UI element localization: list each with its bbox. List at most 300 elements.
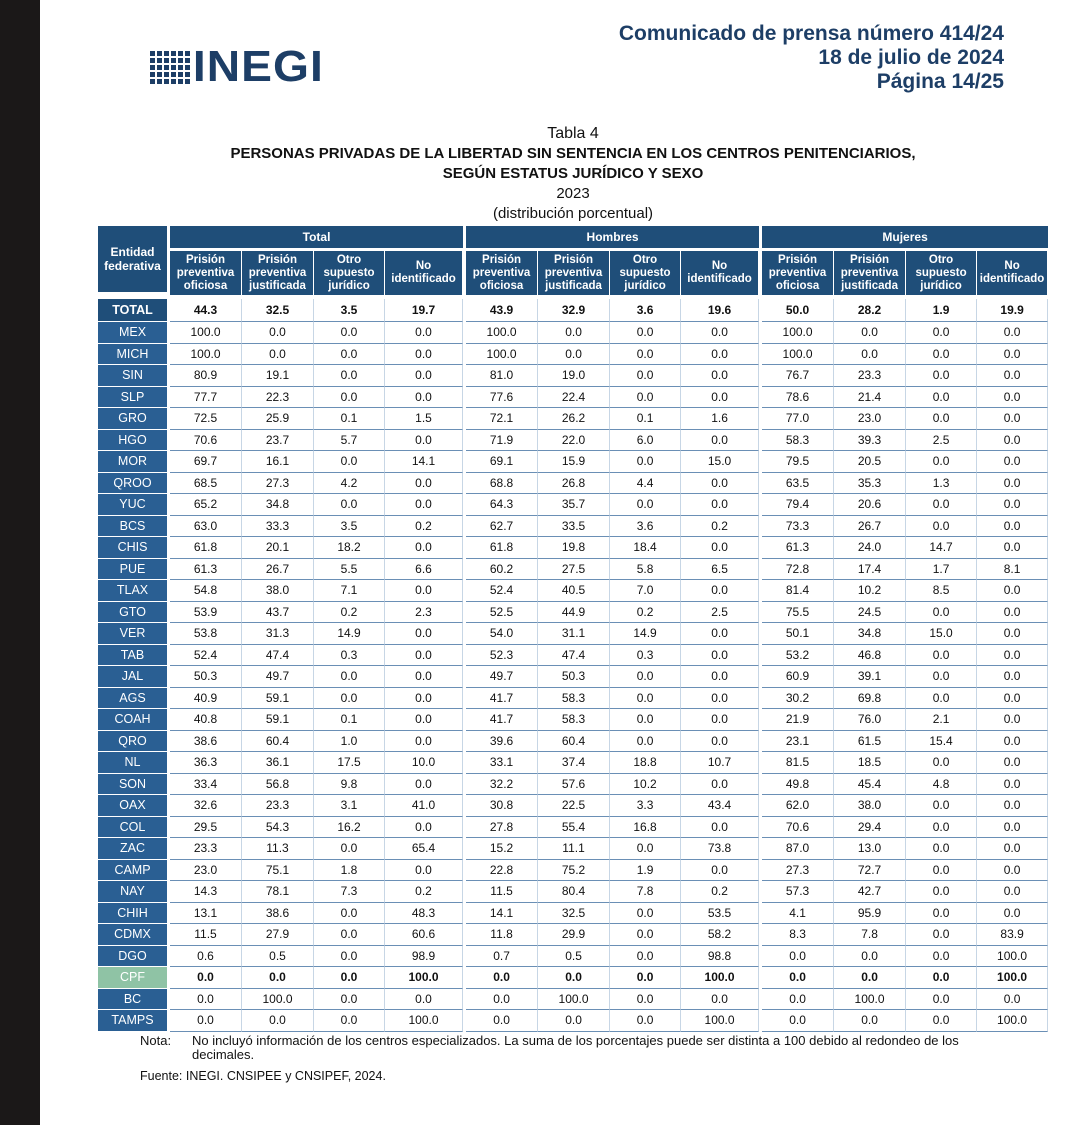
table-title-line2: SEGÚN ESTATUS JURÍDICO Y SEXO (442, 165, 704, 182)
table-cell: 56.8 (242, 774, 314, 796)
table-cell: 15.2 (466, 838, 538, 860)
table-cell: 0.0 (610, 322, 681, 344)
table-cell: 77.7 (170, 387, 242, 409)
entity-label: MEX (98, 322, 170, 344)
table-cell: 0.0 (314, 387, 385, 409)
table-row (98, 451, 1048, 473)
table-cell: 0.0 (314, 924, 385, 946)
table-cell: 0.0 (385, 860, 463, 882)
table-cell: 100.0 (762, 322, 834, 344)
table-title-line1: PERSONAS PRIVADAS DE LA LIBERTAD SIN SENTENCIA EN LOS CENTROS PENITENCIARIOS, (230, 145, 916, 162)
table-cell: 0.0 (466, 1010, 538, 1032)
table-cell: 4.8 (906, 774, 977, 796)
table-cell: 48.3 (385, 903, 463, 925)
table-cell: 0.0 (314, 989, 385, 1011)
table-cell: 30.2 (762, 688, 834, 710)
table-cell: 47.4 (538, 645, 610, 667)
table-cell: 0.0 (906, 666, 977, 688)
data-table (98, 226, 1048, 1032)
entity-label: BCS (98, 516, 170, 538)
table-row (98, 731, 1048, 753)
table-cell: 0.1 (610, 408, 681, 430)
table-cell: 0.0 (314, 666, 385, 688)
table-row (98, 967, 1048, 989)
table-row (98, 774, 1048, 796)
table-cell: 71.9 (466, 430, 538, 452)
table-cell: 0.0 (385, 731, 463, 753)
table-cell: 0.0 (977, 387, 1048, 409)
table-cell: 0.0 (977, 344, 1048, 366)
table-cell: 98.8 (681, 946, 759, 968)
inegi-logo-mark-icon (150, 51, 190, 84)
table-cell: 29.4 (834, 817, 906, 839)
table-cell: 83.9 (977, 924, 1048, 946)
table-cell: 0.0 (681, 473, 759, 495)
subheader-mujeres-justificada: Prisión preventiva justificada (834, 251, 906, 295)
table-cell: 10.7 (681, 752, 759, 774)
table-cell: 23.3 (242, 795, 314, 817)
table-cell: 0.0 (906, 387, 977, 409)
table-cell: 0.0 (170, 967, 242, 989)
table-cell: 0.0 (385, 989, 463, 1011)
table-cell: 76.0 (834, 709, 906, 731)
table-cell: 25.9 (242, 408, 314, 430)
table-cell: 0.0 (977, 817, 1048, 839)
table-row (98, 623, 1048, 645)
table-cell: 22.4 (538, 387, 610, 409)
entity-label: TAB (98, 645, 170, 667)
table-cell: 0.0 (906, 408, 977, 430)
table-cell: 70.6 (762, 817, 834, 839)
table-cell: 87.0 (762, 838, 834, 860)
table-cell: 64.3 (466, 494, 538, 516)
table-cell: 44.3 (170, 299, 242, 322)
table-cell: 0.0 (681, 430, 759, 452)
table-cell: 60.9 (762, 666, 834, 688)
table-row (98, 666, 1048, 688)
table-cell: 35.3 (834, 473, 906, 495)
table-row (98, 645, 1048, 667)
table-cell: 68.8 (466, 473, 538, 495)
table-cell: 63.0 (170, 516, 242, 538)
table-cell: 39.6 (466, 731, 538, 753)
table-cell: 29.9 (538, 924, 610, 946)
table-cell: 7.3 (314, 881, 385, 903)
table-cell: 1.7 (906, 559, 977, 581)
table-cell: 38.6 (170, 731, 242, 753)
table-cell: 100.0 (762, 344, 834, 366)
entity-label: AGS (98, 688, 170, 710)
table-cell: 0.0 (314, 1010, 385, 1032)
table-cell: 17.5 (314, 752, 385, 774)
table-cell: 46.8 (834, 645, 906, 667)
table-cell: 60.2 (466, 559, 538, 581)
table-cell: 28.2 (834, 299, 906, 322)
table-cell: 59.1 (242, 688, 314, 710)
table-cell: 3.3 (610, 795, 681, 817)
table-cell: 14.1 (385, 451, 463, 473)
table-cell: 49.8 (762, 774, 834, 796)
table-cell: 20.6 (834, 494, 906, 516)
table-cell: 11.1 (538, 838, 610, 860)
table-cell: 0.0 (834, 946, 906, 968)
table-unit: (distribución porcentual) (492, 205, 654, 222)
note-text: No incluyó información de los centros especializados. La suma de los porcentajes puede ser distinta a 100 debido al redondeo de los decimales. (192, 1033, 959, 1062)
table-cell: 100.0 (242, 989, 314, 1011)
table-cell: 0.2 (385, 881, 463, 903)
table-cell: 13.1 (170, 903, 242, 925)
table-cell: 43.4 (681, 795, 759, 817)
table-cell: 0.0 (977, 473, 1048, 495)
table-cell: 57.3 (762, 881, 834, 903)
entity-label: OAX (98, 795, 170, 817)
table-cell: 0.7 (466, 946, 538, 968)
table-cell: 19.8 (538, 537, 610, 559)
table-cell: 72.8 (762, 559, 834, 581)
table-cell: 0.0 (906, 838, 977, 860)
table-cell: 6.5 (681, 559, 759, 581)
table-cell: 0.0 (538, 322, 610, 344)
table-cell: 23.0 (834, 408, 906, 430)
table-cell: 0.0 (610, 365, 681, 387)
table-cell: 70.6 (170, 430, 242, 452)
table-cell: 38.0 (834, 795, 906, 817)
table-cell: 69.1 (466, 451, 538, 473)
table-row (98, 817, 1048, 839)
table-cell: 0.0 (385, 344, 463, 366)
table-cell: 20.1 (242, 537, 314, 559)
table-cell: 0.0 (385, 387, 463, 409)
table-cell: 2.3 (385, 602, 463, 624)
table-cell: 30.8 (466, 795, 538, 817)
table-cell: 79.5 (762, 451, 834, 473)
table-cell: 58.2 (681, 924, 759, 946)
table-cell: 98.9 (385, 946, 463, 968)
table-cell: 4.4 (610, 473, 681, 495)
table-row (98, 795, 1048, 817)
table-row (98, 537, 1048, 559)
source-text: Fuente: INEGI. CNSIPEE y CNSIPEF, 2024. (140, 1069, 386, 1083)
table-cell: 0.0 (681, 537, 759, 559)
table-row (98, 516, 1048, 538)
table-cell: 0.0 (977, 838, 1048, 860)
table-cell: 26.8 (538, 473, 610, 495)
logo-text: INEGI (192, 42, 324, 91)
table-cell: 0.0 (538, 967, 610, 989)
table-cell: 80.4 (538, 881, 610, 903)
table-cell: 0.0 (242, 344, 314, 366)
table-cell: 17.4 (834, 559, 906, 581)
table-cell: 81.4 (762, 580, 834, 602)
table-cell: 61.8 (466, 537, 538, 559)
table-cell: 22.0 (538, 430, 610, 452)
table-row (98, 344, 1048, 366)
table-cell: 31.3 (242, 623, 314, 645)
table-cell: 38.6 (242, 903, 314, 925)
table-cell: 0.0 (906, 322, 977, 344)
table-cell: 0.0 (977, 580, 1048, 602)
table-cell: 41.0 (385, 795, 463, 817)
subheader-total-oficiosa: Prisión preventiva oficiosa (170, 251, 242, 295)
table-cell: 0.0 (977, 322, 1048, 344)
table-cell: 16.8 (610, 817, 681, 839)
table-cell: 100.0 (170, 322, 242, 344)
entity-label: TAMPS (98, 1010, 170, 1032)
entity-label: QRO (98, 731, 170, 753)
table-cell: 0.0 (906, 795, 977, 817)
entity-label: MICH (98, 344, 170, 366)
table-cell: 0.0 (385, 623, 463, 645)
press-release-number: Comunicado de prensa número 414/24 (618, 22, 1004, 45)
table-cell: 100.0 (681, 967, 759, 989)
table-cell: 0.0 (906, 817, 977, 839)
table-cell: 1.6 (681, 408, 759, 430)
table-cell: 0.0 (610, 451, 681, 473)
table-cell: 7.8 (834, 924, 906, 946)
table-row (98, 838, 1048, 860)
table-row (98, 688, 1048, 710)
table-cell: 53.2 (762, 645, 834, 667)
table-cell: 0.0 (385, 774, 463, 796)
table-cell: 0.0 (385, 645, 463, 667)
table-cell: 0.0 (681, 387, 759, 409)
table-cell: 53.9 (170, 602, 242, 624)
table-cell: 5.5 (314, 559, 385, 581)
table-cell: 0.0 (681, 623, 759, 645)
table-cell: 39.3 (834, 430, 906, 452)
table-cell: 76.7 (762, 365, 834, 387)
table-cell: 2.5 (681, 602, 759, 624)
table-row (98, 1010, 1048, 1032)
table-row (98, 946, 1048, 968)
table-cell: 0.0 (610, 903, 681, 925)
table-cell: 11.8 (466, 924, 538, 946)
table-row (98, 602, 1048, 624)
entity-label: TOTAL (98, 299, 170, 322)
page-number: Página 14/25 (876, 70, 1004, 93)
table-cell: 0.0 (385, 322, 463, 344)
table-cell: 68.5 (170, 473, 242, 495)
entity-label: COAH (98, 709, 170, 731)
table-cell: 0.0 (977, 795, 1048, 817)
table-cell: 100.0 (385, 967, 463, 989)
table-cell: 54.3 (242, 817, 314, 839)
table-cell: 0.0 (385, 688, 463, 710)
table-row (98, 408, 1048, 430)
table-cell: 0.0 (762, 1010, 834, 1032)
table-cell: 31.1 (538, 623, 610, 645)
entity-label: PUE (98, 559, 170, 581)
entity-label: JAL (98, 666, 170, 688)
table-cell: 41.7 (466, 688, 538, 710)
table-cell: 0.0 (762, 967, 834, 989)
table-cell: 27.3 (242, 473, 314, 495)
table-cell: 0.0 (314, 344, 385, 366)
table-cell: 0.0 (906, 494, 977, 516)
entity-label: SLP (98, 387, 170, 409)
table-cell: 22.8 (466, 860, 538, 882)
left-dark-border (0, 0, 40, 1125)
table-cell: 0.0 (610, 967, 681, 989)
table-cell: 60.6 (385, 924, 463, 946)
table-cell: 39.1 (834, 666, 906, 688)
table-cell: 15.0 (906, 623, 977, 645)
table-cell: 14.7 (906, 537, 977, 559)
entity-label: CPF (98, 967, 170, 989)
table-cell: 0.0 (906, 688, 977, 710)
table-cell: 9.8 (314, 774, 385, 796)
table-cell: 0.0 (610, 688, 681, 710)
entity-label: NL (98, 752, 170, 774)
entity-label: VER (98, 623, 170, 645)
table-cell: 60.4 (242, 731, 314, 753)
table-cell: 0.0 (977, 645, 1048, 667)
table-cell: 100.0 (466, 344, 538, 366)
table-cell: 0.0 (385, 580, 463, 602)
subheader-total-justificada: Prisión preventiva justificada (242, 251, 314, 295)
table-cell: 0.3 (314, 645, 385, 667)
table-cell: 0.0 (977, 602, 1048, 624)
table-cell: 0.0 (314, 688, 385, 710)
table-cell: 50.1 (762, 623, 834, 645)
table-row (98, 881, 1048, 903)
subheader-hombres-no-identificado: No identificado (681, 251, 759, 295)
table-cell: 1.5 (385, 408, 463, 430)
table-cell: 21.4 (834, 387, 906, 409)
table-cell: 22.3 (242, 387, 314, 409)
table-cell: 0.0 (681, 774, 759, 796)
table-cell: 0.0 (906, 967, 977, 989)
table-cell: 0.2 (314, 602, 385, 624)
table-cell: 62.7 (466, 516, 538, 538)
table-cell: 0.0 (610, 924, 681, 946)
table-cell: 78.1 (242, 881, 314, 903)
table-cell: 58.3 (538, 709, 610, 731)
table-cell: 1.3 (906, 473, 977, 495)
table-cell: 3.5 (314, 299, 385, 322)
table-cell: 75.5 (762, 602, 834, 624)
table-cell: 72.1 (466, 408, 538, 430)
table-cell: 0.0 (314, 838, 385, 860)
table-cell: 73.8 (681, 838, 759, 860)
table-cell: 0.0 (610, 989, 681, 1011)
table-cell: 0.0 (681, 860, 759, 882)
table-cell: 0.0 (977, 989, 1048, 1011)
table-cell: 0.0 (242, 322, 314, 344)
table-cell: 72.7 (834, 860, 906, 882)
table-cell: 14.9 (314, 623, 385, 645)
table-cell: 61.3 (170, 559, 242, 581)
table-cell: 0.0 (314, 322, 385, 344)
table-cell: 0.0 (977, 881, 1048, 903)
table-cell: 0.1 (314, 408, 385, 430)
table-cell: 18.5 (834, 752, 906, 774)
table-cell: 0.0 (977, 408, 1048, 430)
table-cell: 0.0 (385, 494, 463, 516)
entity-label: GTO (98, 602, 170, 624)
table-cell: 0.0 (906, 365, 977, 387)
table-cell: 0.0 (977, 537, 1048, 559)
table-cell: 0.0 (538, 1010, 610, 1032)
table-cell: 33.1 (466, 752, 538, 774)
table-cell: 13.0 (834, 838, 906, 860)
subheader-hombres-oficiosa: Prisión preventiva oficiosa (466, 251, 538, 295)
table-cell: 14.1 (466, 903, 538, 925)
table-cell: 34.8 (834, 623, 906, 645)
table-cell: 19.0 (538, 365, 610, 387)
table-cell: 77.0 (762, 408, 834, 430)
table-row (98, 709, 1048, 731)
table-row (98, 322, 1048, 344)
table-cell: 100.0 (834, 989, 906, 1011)
table-cell: 19.7 (385, 299, 463, 322)
table-cell: 100.0 (170, 344, 242, 366)
table-cell: 0.0 (977, 494, 1048, 516)
table-cell: 15.4 (906, 731, 977, 753)
table-cell: 8.1 (977, 559, 1048, 581)
table-cell: 52.5 (466, 602, 538, 624)
table-cell: 3.6 (610, 516, 681, 538)
table-cell: 0.6 (170, 946, 242, 968)
table-cell: 100.0 (977, 1010, 1048, 1032)
table-cell: 15.9 (538, 451, 610, 473)
table-cell: 23.7 (242, 430, 314, 452)
table-cell: 50.0 (762, 299, 834, 322)
table-cell: 81.5 (762, 752, 834, 774)
entity-label: COL (98, 817, 170, 839)
table-cell: 0.0 (681, 666, 759, 688)
table-row (98, 430, 1048, 452)
table-row (98, 989, 1048, 1011)
table-cell: 0.0 (681, 817, 759, 839)
table-cell: 72.5 (170, 408, 242, 430)
table-label: Tabla 4 (547, 125, 599, 142)
table-cell: 33.4 (170, 774, 242, 796)
table-cell: 0.0 (906, 924, 977, 946)
table-cell: 0.0 (906, 645, 977, 667)
table-cell: 0.0 (170, 1010, 242, 1032)
table-cell: 0.0 (314, 494, 385, 516)
table-cell: 100.0 (681, 1010, 759, 1032)
entity-label: QROO (98, 473, 170, 495)
subheader-mujeres-no-identificado: No identificado (977, 251, 1048, 295)
table-cell: 40.9 (170, 688, 242, 710)
table-cell: 0.0 (466, 967, 538, 989)
table-cell: 100.0 (466, 322, 538, 344)
group-header-total: Total (170, 226, 463, 251)
table-cell: 63.5 (762, 473, 834, 495)
table-cell: 38.0 (242, 580, 314, 602)
table-cell: 69.7 (170, 451, 242, 473)
table-cell: 0.0 (314, 903, 385, 925)
table-cell: 0.0 (906, 881, 977, 903)
table-row (98, 473, 1048, 495)
table-cell: 0.0 (314, 365, 385, 387)
table-cell: 0.3 (610, 645, 681, 667)
table-cell: 4.1 (762, 903, 834, 925)
table-cell: 100.0 (538, 989, 610, 1011)
table-cell: 75.2 (538, 860, 610, 882)
table-cell: 0.0 (977, 451, 1048, 473)
table-cell: 95.9 (834, 903, 906, 925)
table-cell: 1.0 (314, 731, 385, 753)
table-cell: 0.0 (834, 322, 906, 344)
table-cell: 0.0 (977, 688, 1048, 710)
entity-label: CHIH (98, 903, 170, 925)
table-cell: 0.0 (610, 709, 681, 731)
table-cell: 52.4 (170, 645, 242, 667)
table-cell: 53.5 (681, 903, 759, 925)
